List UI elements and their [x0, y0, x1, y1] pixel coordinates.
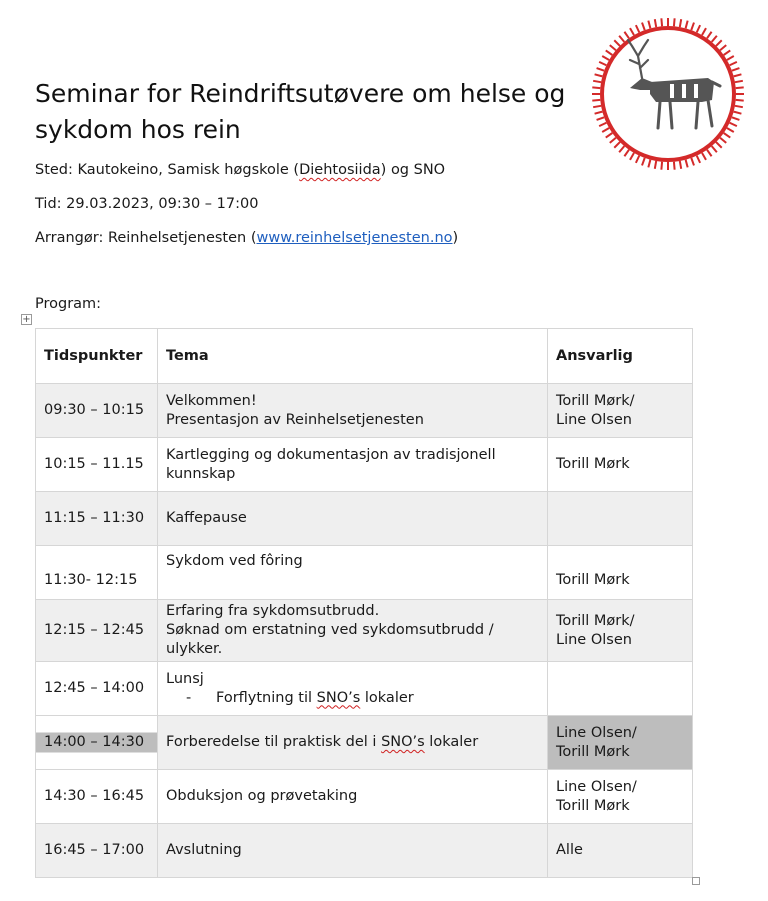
logo-ring-tick [642, 23, 645, 31]
time-cell[interactable]: 16:45 – 17:00 [36, 824, 158, 878]
logo-ring-tick [674, 162, 675, 170]
logo-ring-tick [732, 117, 740, 120]
ansvarlig-line: Torill Mørk/ [556, 612, 635, 629]
logo-ring-tick [648, 21, 650, 29]
logo-ring-tick [595, 74, 603, 76]
logo-ring-tick [593, 106, 601, 107]
ansvarlig-line: Line Olsen [556, 631, 632, 648]
ansvarlig-line: Torill Mørk [556, 743, 630, 760]
ansvarlig-line: Alle [556, 842, 583, 858]
logo-ring-tick [720, 138, 726, 143]
logo-ring-tick [716, 142, 722, 148]
reindeer-logo [590, 16, 746, 172]
tema-line: Velkommen! [166, 392, 257, 409]
table-header-row [36, 329, 693, 384]
ansvarlig-line: Torill Mørk/ [556, 392, 635, 409]
table-row[interactable] [36, 492, 693, 546]
logo-ring-tick [606, 50, 613, 55]
sub-item-text: Forflytning til [216, 689, 317, 706]
location-line [35, 162, 445, 178]
ansvarlig-cell[interactable] [548, 384, 693, 438]
table-resize-handle[interactable] [692, 877, 700, 885]
logo-ring-tick [734, 112, 742, 114]
logo-ring-tick [712, 146, 717, 152]
organizer-line [35, 230, 458, 246]
logo-ring-tick [655, 161, 656, 169]
logo-ring-tick [648, 160, 650, 168]
table-row[interactable] [36, 384, 693, 438]
tema-cell[interactable] [158, 384, 548, 438]
logo-ring-tick [624, 150, 629, 157]
logo-ring-tick [680, 19, 681, 27]
tema-text: Forberedelse til praktisk del i [166, 734, 382, 750]
program-table [35, 328, 693, 878]
location-text: Sted: Kautokeino, Samisk høgskole ( [35, 162, 300, 178]
logo-ring-tick [592, 87, 600, 88]
time-cell[interactable]: 10:15 – 11.15 [36, 438, 158, 492]
ansvarlig-line: Line Olsen/ [556, 778, 637, 795]
tema-line: Erfaring fra sykdomsutbrudd. [166, 603, 380, 619]
logo-ring-tick [680, 161, 681, 169]
logo-ring-tick [691, 158, 694, 166]
table-row[interactable] [36, 662, 693, 716]
table-row[interactable] [36, 600, 693, 662]
logo-ring-tick [691, 23, 694, 31]
time-line: Tid: 29.03.2023, 09:30 – 17:00 [35, 196, 259, 212]
table-row[interactable] [36, 770, 693, 824]
ansvarlig-cell[interactable] [548, 662, 693, 716]
logo-ring-tick [610, 138, 616, 143]
logo-ring-tick [599, 62, 606, 65]
logo-ring-tick [602, 56, 609, 60]
logo-ring-tick [619, 146, 624, 152]
logo-ring-tick [606, 133, 613, 138]
table-row[interactable] [36, 824, 693, 878]
time-cell[interactable]: 12:15 – 12:45 [36, 600, 158, 662]
time-cell[interactable]: 11:30- 12:15 [36, 546, 158, 600]
ansvarlig-cell[interactable] [548, 600, 693, 662]
logo-ring-tick [630, 153, 634, 160]
logo-ring-tick [636, 25, 639, 32]
logo-ring-tick [702, 28, 706, 35]
logo-ring-tick [661, 18, 662, 26]
ansvarlig-cell[interactable] [548, 546, 693, 600]
time-cell[interactable]: 14:30 – 16:45 [36, 770, 158, 824]
tema-line: Obduksjon og prøvetaking [166, 788, 358, 804]
logo-ring-tick [727, 128, 734, 132]
tema-line: Kartlegging og dokumentasjon av tradisjonell [166, 446, 496, 463]
tema-cell[interactable] [158, 716, 548, 770]
time-text: 14:00 – 14:30 [44, 734, 145, 750]
sub-list-item [166, 689, 539, 708]
logo-ring-tick [595, 112, 603, 114]
logo-ring-tick [624, 32, 629, 39]
logo-ring-tick [686, 21, 688, 29]
header-tema: Tema [158, 329, 548, 384]
reindeer-icon [628, 40, 720, 128]
tema-line: ulykker. [166, 641, 223, 657]
tema-cell[interactable] [158, 824, 548, 878]
logo-ring-tick [702, 153, 706, 160]
tema-line: Lunsj [166, 670, 204, 687]
logo-ring-tick [655, 19, 656, 27]
logo-ring-tick [730, 123, 737, 126]
tema-cell[interactable] [158, 438, 548, 492]
table-row[interactable] [36, 546, 693, 600]
logo-ring-tick [619, 36, 624, 42]
tema-line: Søknad om erstatning ved sykdomsutbrudd / [166, 622, 494, 638]
spellcheck-word[interactable]: SNO’s [381, 734, 425, 750]
logo-ring-tick [712, 36, 717, 42]
logo-ring-tick [602, 128, 609, 132]
logo-ring-tick [661, 162, 662, 170]
program-label: Program: [35, 296, 102, 312]
logo-ring-tick [642, 158, 645, 166]
logo-ring-tick [614, 142, 620, 148]
page-title: Seminar for Reindriftsutøvere om helse og sykdom hos rein [35, 79, 566, 144]
tema-line: kunnskap [166, 465, 236, 482]
logo-ring-tick [724, 50, 731, 55]
ansvarlig-cell[interactable] [548, 716, 693, 770]
ansvarlig-cell[interactable] [548, 438, 693, 492]
logo-ring-tick [724, 133, 731, 138]
tema-suffix: lokaler [424, 734, 479, 750]
ansvarlig-line: Line Olsen/ [556, 724, 637, 741]
logo-ring-tick [597, 117, 605, 120]
header-ansvarlig: Ansvarlig [548, 329, 693, 384]
ansvarlig-line: Torill Mørk [556, 797, 630, 814]
tema-line: Avslutning [166, 842, 242, 858]
tema-line: Kaffepause [166, 510, 247, 526]
sub-item-suffix: lokaler [360, 689, 414, 706]
ansvarlig-line: Line Olsen [556, 411, 632, 428]
spellcheck-word[interactable]: SNO’s [316, 689, 361, 706]
logo-ring-tick [597, 68, 605, 71]
logo-ring-tick [686, 160, 688, 168]
logo-ring-tick [720, 45, 726, 50]
time-cell[interactable]: 12:45 – 14:00 [36, 662, 158, 716]
logo-ring-tick [732, 68, 740, 71]
logo-ring-tick [727, 56, 734, 60]
logo-ring-tick [610, 45, 616, 50]
organizer-suffix: ) [452, 230, 459, 246]
table-row[interactable] [36, 438, 693, 492]
logo-ring-tick [614, 40, 620, 46]
logo-ring-tick [630, 28, 634, 35]
logo-ring-tick [736, 87, 744, 88]
header-time: Tidspunkter [36, 329, 158, 384]
ansvarlig-cell[interactable] [548, 824, 693, 878]
table-row-selected[interactable] [36, 716, 693, 770]
list-dash: - [186, 689, 192, 706]
logo-ring-tick [599, 123, 606, 126]
logo-ring-tick [736, 100, 744, 101]
tema-cell[interactable] [158, 770, 548, 824]
time-cell[interactable]: 09:30 – 10:15 [36, 384, 158, 438]
tema-cell[interactable] [158, 492, 548, 546]
ansvarlig-line: Torill Mørk [556, 572, 630, 588]
ansvarlig-cell[interactable] [548, 770, 693, 824]
logo-ring-tick [697, 156, 700, 163]
spellcheck-word[interactable]: Diehtosiida [299, 162, 381, 178]
logo-ring-tick [674, 18, 675, 26]
time-cell[interactable] [36, 716, 158, 770]
logo-ring-tick [730, 62, 737, 65]
ansvarlig-line: Torill Mørk [556, 456, 630, 472]
tema-line: Presentasjon av Reinhelsetjenesten [166, 411, 424, 428]
logo-ring-tick [636, 156, 639, 163]
tema-cell[interactable] [158, 546, 548, 600]
organizer-text: Arrangør: Reinhelsetjenesten ( [35, 230, 257, 246]
time-cell[interactable]: 11:15 – 11:30 [36, 492, 158, 546]
organizer-link[interactable]: www.reinhelsetjenesten.no [256, 230, 453, 246]
location-suffix: ) og SNO [380, 162, 446, 178]
ansvarlig-cell[interactable] [548, 492, 693, 546]
tema-cell[interactable] [158, 662, 548, 716]
tema-line: Sykdom ved fôring [166, 553, 303, 569]
logo-ring-tick [592, 100, 600, 101]
logo-ring-tick [735, 106, 743, 107]
logo-ring-tick [716, 40, 722, 46]
logo-ring-tick [593, 81, 601, 82]
tema-cell[interactable] [158, 600, 548, 662]
logo-ring-tick [734, 74, 742, 76]
logo-ring-tick [707, 32, 712, 39]
logo-ring-tick [735, 81, 743, 82]
table-move-handle[interactable]: + [22, 314, 31, 325]
logo-ring-tick [707, 150, 712, 157]
logo-ring-tick [697, 25, 700, 32]
